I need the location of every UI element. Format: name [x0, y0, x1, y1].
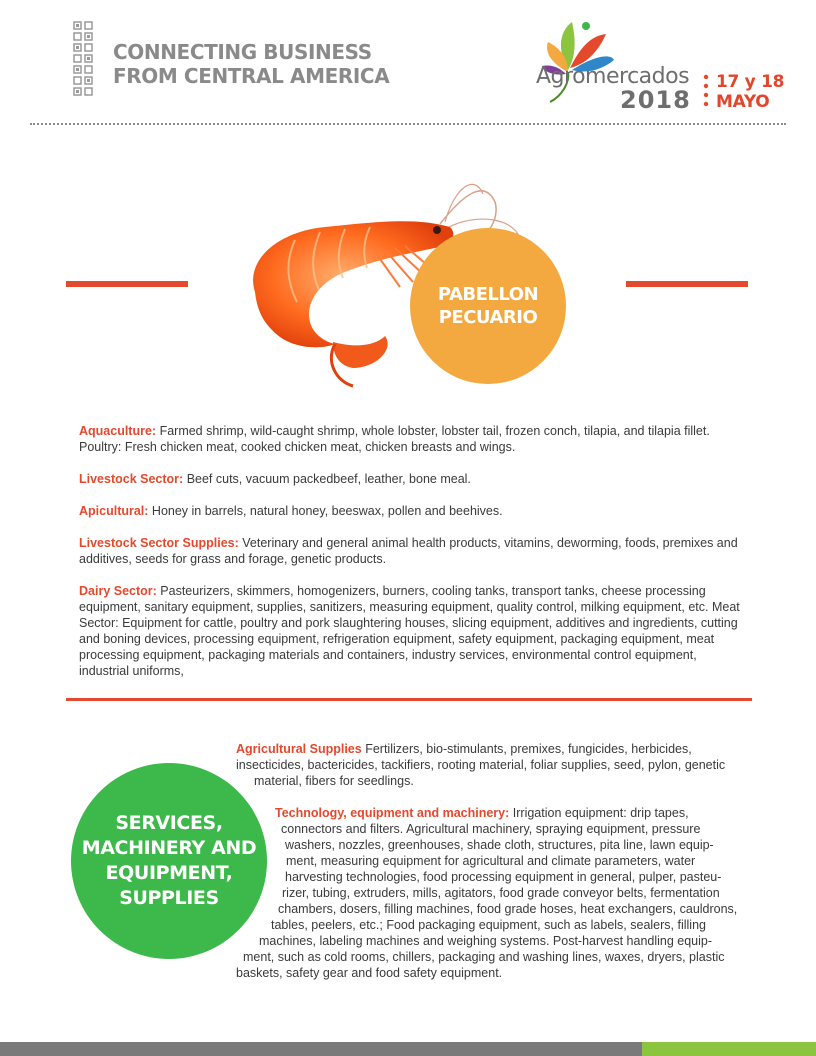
paragraph-text: Veterinary and general animal health products, vitamins, deworming, foods, premixes and additives, seeds for grass and forage, genetic products.	[79, 536, 738, 566]
paragraph-label: Livestock Sector:	[79, 472, 184, 486]
logo-divider	[703, 74, 709, 110]
tech-line: ment, measuring equipment for agricultural and climate parameters, water	[286, 854, 696, 868]
paragraph-label: Aquaculture:	[79, 424, 157, 438]
paragraph-aquaculture	[79, 423, 744, 455]
services-badge	[71, 763, 267, 959]
pattern-icon	[72, 20, 94, 102]
badge-line1: PABELLON	[437, 284, 539, 305]
paragraph-dairy	[79, 583, 744, 679]
footer-bar	[0, 1042, 642, 1056]
ag-supplies-line: material, fibers for seedlings.	[254, 774, 414, 788]
footer-accent	[642, 1042, 816, 1056]
tech-line: tables, peelers, etc.; Food packaging equipment, such as labels, sealers, filling	[271, 918, 706, 932]
section-divider	[66, 698, 752, 701]
header-title-line1: CONNECTING BUSINESS	[113, 40, 372, 64]
header-title	[113, 40, 413, 88]
tech-line: rizer, tubing, extruders, mills, agitators, food grade conveyor belts, fermentation	[282, 886, 720, 900]
left-accent-bar	[66, 281, 188, 287]
tech-line: washers, nozzles, greenhouses, shade cloth, structures, pita line, lawn equip-	[285, 838, 714, 852]
logo-year: 2018	[620, 86, 691, 114]
tech-line: baskets, safety gear and food safety equipment.	[236, 966, 503, 980]
tech-line: chambers, dosers, filling machines, food grade hoses, heat exchangers, cauldrons,	[278, 902, 738, 916]
ag-supplies-line: insecticides, bactericides, tackifiers, rooting material, foliar supplies, seed, pylon, genetic	[236, 758, 726, 772]
logo-date	[716, 72, 786, 112]
services-badge-line1: SERVICES,	[115, 812, 223, 834]
tech-label: Technology, equipment and machinery:	[275, 806, 510, 820]
paragraph-text: Beef cuts, vacuum packedbeef, leather, bone meal.	[183, 472, 471, 486]
tech-line	[275, 805, 689, 821]
tech-text: Irrigation equipment: drip tapes,	[509, 806, 689, 820]
ag-supplies-label: Agricultural Supplies	[236, 742, 362, 756]
logo-wordmark: Agromercados	[536, 64, 690, 89]
paragraph-apicultural	[79, 503, 744, 519]
pabellon-pecuario-badge	[410, 228, 566, 384]
paragraph-label: Apicultural:	[79, 504, 149, 518]
paragraph-label: Livestock Sector Supplies:	[79, 536, 239, 550]
ag-supplies-line	[236, 741, 692, 757]
services-badge-line3: EQUIPMENT,	[105, 862, 233, 884]
paragraph-livestock-supplies	[79, 535, 744, 567]
paragraph-text: Farmed shrimp, wild-caught shrimp, whole lobster, lobster tail, frozen conch, tilapia, and tilapia fillet. Poultry: Fresh chicken meat, cooked chicken meat, chicken breasts and wings.	[79, 424, 710, 454]
tech-line: machines, labeling machines and weighing systems. Post-harvest handling equip-	[259, 934, 713, 948]
logo-date-line1: 17 y 18	[716, 72, 785, 92]
tech-line: connectors and filters. Agricultural machinery, spraying equipment, pressure	[281, 822, 701, 836]
tech-line: harvesting technologies, food processing equipment in general, pulper, pasteu-	[285, 870, 722, 884]
paragraph-text: Pasteurizers, skimmers, homogenizers, burners, cooling tanks, transport tanks, cheese processing equipment, sanitary equipment, supplies, sanitizers, measuring equipment, quality control, milking equipment, etc. Meat Sector: Equipment for cattle, poultry and pork slaughtering houses, slicing equipment, additives and ingredients, cutting and boning devices, processing equipment, refrigeration equipment, safety equipment, packaging equipment, meat processing equipment, packaging materials and containers, industry services, environmental control equipment, industrial uniforms,	[79, 584, 740, 678]
tech-line: ment, such as cold rooms, chillers, packaging and washing lines, waxes, dryers, plastic	[243, 950, 725, 964]
logo-date-line2: MAYO	[716, 92, 770, 112]
services-badge-line4: SUPPLIES	[119, 887, 219, 909]
header-title-line2: FROM CENTRAL AMERICA	[113, 64, 390, 88]
header-divider	[30, 123, 786, 125]
badge-line2: PECUARIO	[438, 307, 538, 328]
paragraph-label: Dairy Sector:	[79, 584, 157, 598]
right-accent-bar	[626, 281, 748, 287]
paragraph-text: Honey in barrels, natural honey, beeswax, pollen and beehives.	[148, 504, 503, 518]
ag-supplies-text: Fertilizers, bio-stimulants, premixes, fungicides, herbicides,	[361, 742, 692, 756]
services-badge-line2: MACHINERY AND	[81, 837, 257, 859]
paragraph-livestock	[79, 471, 744, 487]
